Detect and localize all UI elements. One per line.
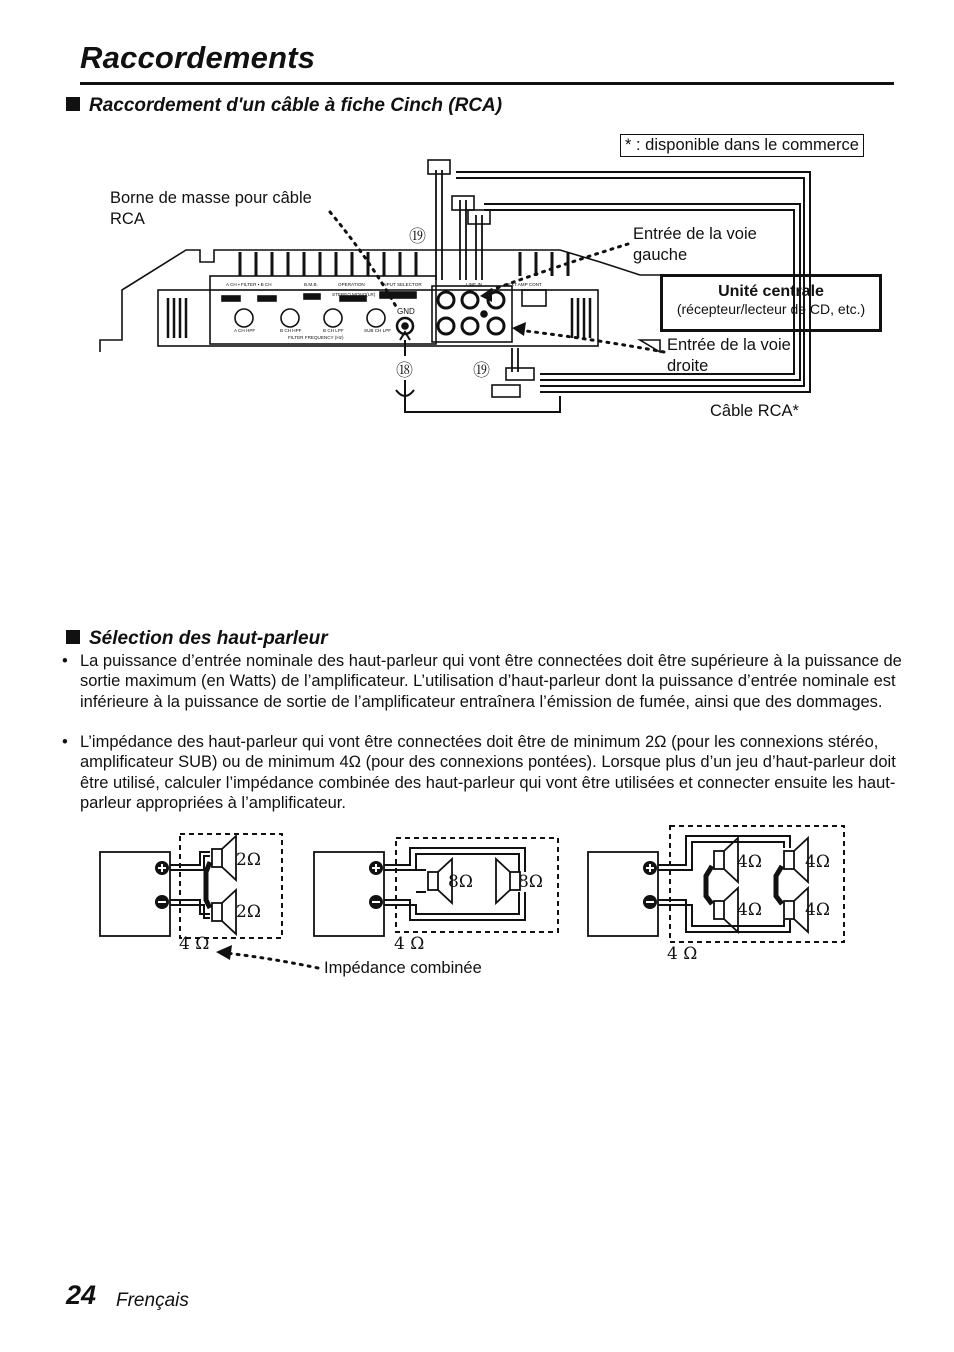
head-unit-title: Unité centrale [718,283,824,300]
page-number: 24 [66,1280,97,1310]
bullet-marker: • [62,733,68,751]
panel-ext-amp-label: EXT.AMP CONT [508,282,542,287]
panel-knob2-label: B CH HPF [280,328,302,333]
d1-bottom-impedance: 2Ω [236,902,261,922]
panel-knob1-label: A CH HPF [234,328,256,333]
panel-line-in-label: LINE IN [466,282,483,287]
panel-knob3-label: B CH LPF [323,328,344,333]
d2-right-impedance: 8Ω [518,872,543,892]
d3-br-impedance: 4Ω [805,900,830,920]
panel-input-selector-label: INPUT SELECTOR [382,282,422,287]
knob-a-hpf [235,309,253,327]
bullet-paragraph-2 [62,732,902,813]
d2-total-impedance: 4 Ω [394,934,425,954]
d3-bl-impedance: 4Ω [737,900,762,920]
d3-tl-impedance: 4Ω [737,852,762,872]
combined-impedance-label: Impédance combinée [324,959,482,977]
head-unit-subtitle: (récepteur/lecteur de CD, etc.) [676,301,866,317]
ref-19-top: ⑲ [409,227,426,246]
rca-plug-3 [468,210,490,224]
rca-plug-5 [506,368,534,380]
bullet-marker: • [62,652,68,670]
page-language: Frençais [116,1290,189,1311]
knob-b-hpf [281,309,299,327]
rca-plug-2 [452,196,474,210]
rca-plug-1 [428,160,450,174]
knob-sub-lpf [367,309,385,327]
bullet-text-1: La puissance d’entrée nominale des haut-parleur qui vont être connectées doit être supérieure à la puissance de sortie maximum (en Watts) de l’amplificateur. L’utilisation d’haut-parleur dont la puissance d’entrée nominale est inférieure à la puissance de sortie de l’amplificateur entraînera l’émission de fumée, ainsi que des dommages. [80,652,902,711]
d1-top-impedance: 2Ω [236,850,261,870]
panel-freq-label: FILTER FREQUENCY (Hz) [288,335,344,340]
section-heading-rca-text: Raccordement d'un câble à fiche Cinch (RCA) [89,95,503,116]
panel-mono-label: MONO(LR) [352,292,376,297]
left-input-label: Entrée de la voie gauche [633,225,757,264]
section-heading-speakers-text: Sélection des haut-parleur [89,628,328,649]
d3-tr-impedance: 4Ω [805,852,830,872]
amplifier-rca-diagram [0,0,954,440]
rca-cable-label: Câble RCA* [710,402,799,420]
d3-total-impedance: 4 Ω [667,944,698,964]
bullet-text-2: L’impédance des haut-parleur qui vont être connectées doit être de minimum 2Ω (pour les connexions stéréo, amplificateur SUB) ou de minimum 4Ω (pour des connexions pontées). Lorsque plus d’un jeu d’haut-parleur doit être utilisé, calculer l’impédance combinée des haut-parleur qui vont être utilisées et connecter ensuite les haut-parleur appropriées à l’amplificateur. [80,733,896,812]
rca-plug-4 [492,385,520,397]
panel-gnd-label: GND [397,307,415,316]
square-bullet-icon [66,630,80,644]
right-input-label: Entrée de la voie droite [667,336,791,375]
panel-stereo-label: STEREO [332,292,351,297]
ground-terminal-label: Borne de masse pour câble RCA [110,189,312,228]
ref-19-bottom: ⑲ [473,361,490,380]
d1-total-impedance: 4 Ω [179,934,210,954]
panel-knob4-label: SUB CH LPF [364,328,392,333]
panel-filter-label: A CH ▪ FILTER ▪ B CH [226,282,272,287]
page-title: Raccordements [80,40,316,75]
section-heading-speakers [66,628,328,650]
d2-left-impedance: 8Ω [448,872,473,892]
availability-note: * : disponible dans le commerce [620,134,864,157]
panel-operation-label: OPERATION [338,282,365,287]
bullet-paragraph-1 [62,651,902,712]
ref-18: ⑱ [396,361,413,380]
diagram-series-parallel-4ohm [588,826,844,942]
knob-b-lpf [324,309,342,327]
panel-bmb-label: B.M.B. [304,282,318,287]
